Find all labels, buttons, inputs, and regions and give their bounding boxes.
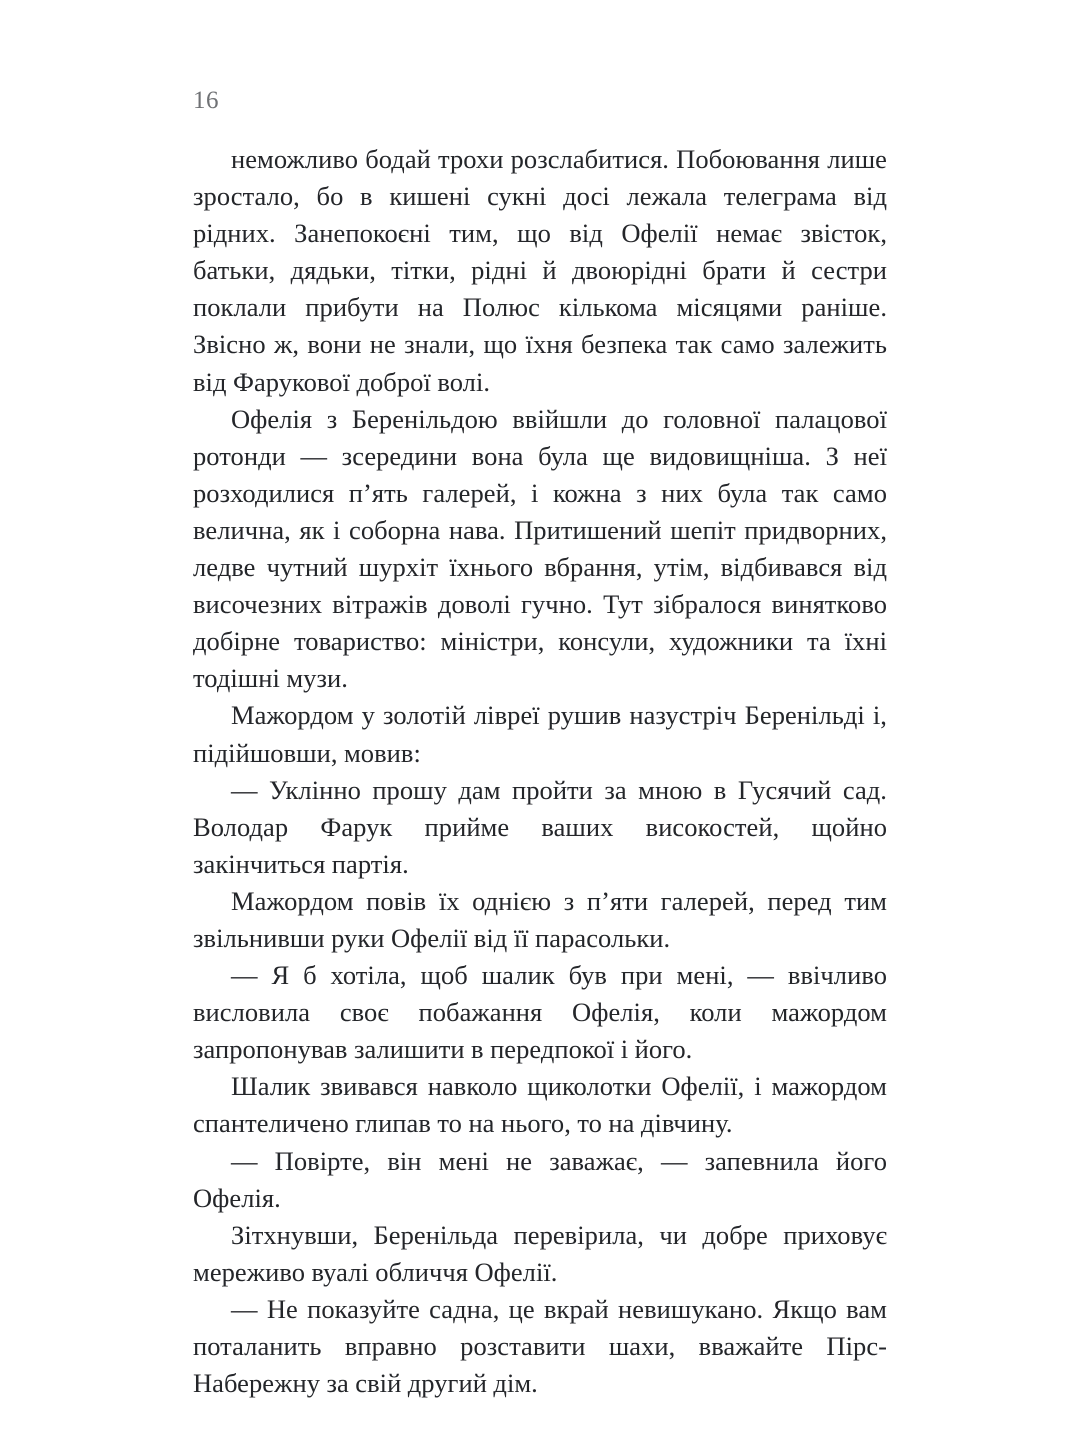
page-number: 16 [193,87,219,114]
paragraph: неможливо бодай трохи розслабитися. Побоювання лише зростало, бо в кишені сукні досі лежала телеграма від рідних. Занепокоєні тим, що від Офелії немає звісток, батьки, дядьки, тітки, рідні й двоюрідні брати й сестри поклали прибути на Полюс кількома місяцями раніше. Звісно ж, вони не знали, що їхня безпека так само залежить від Фарукової доброї волі. [193,144,887,397]
paragraph: Мажордом повів їх однією з п’яти галерей, перед тим звільнивши руки Офелії від її парасольки. [193,885,887,953]
paragraph: Зітхнувши, Беренільда перевірила, чи добре приховує мереживо вуалі обличчя Офелії. [193,1219,887,1287]
paragraph-dialogue: — Я б хотіла, щоб шалик був при мені, — ввічливо висловила своє побажання Офелія, коли мажордом запропонував залишити в передпокої і його. [193,960,887,1065]
paragraph-dialogue: — Повірте, він мені не заважає, — запевнила його Офелія. [193,1145,887,1213]
body-text-block [193,141,887,1402]
paragraph-dialogue: — Не показуйте садна, це вкрай невишукано. Якщо вам поталанить вправно розставити шахи, вважайте Пірс-Набережну за свій другий дім. [193,1293,887,1399]
paragraph: Мажордом у золотій лівреї рушив назустріч Беренільді і, підійшовши, мовив: [193,700,887,768]
paragraph: Шалик звивався навколо щиколотки Офелії, і мажордом спантеличено глипав то на нього, то на дівчину. [193,1071,887,1139]
paragraph-dialogue: — Уклінно прошу дам пройти за мною в Гусячий сад. Володар Фарук прийме ваших високостей, щойно закінчиться партія. [193,774,887,879]
paragraph: Офелія з Беренільдою ввійшли до головної палацової ротонди — зсередини вона була ще видовищніша. З неї розходилися п’ять галерей, і кожна з них була так само велична, як і соборна нава. Притишений шепіт придворних, ледве чутний шурхіт їхнього вбрання, утім, відбивався від височезних вітражів доволі гучно. Тут зібралося винятково добірне товариство: міністри, консули, художники та їхні тодішні музи. [193,403,887,694]
